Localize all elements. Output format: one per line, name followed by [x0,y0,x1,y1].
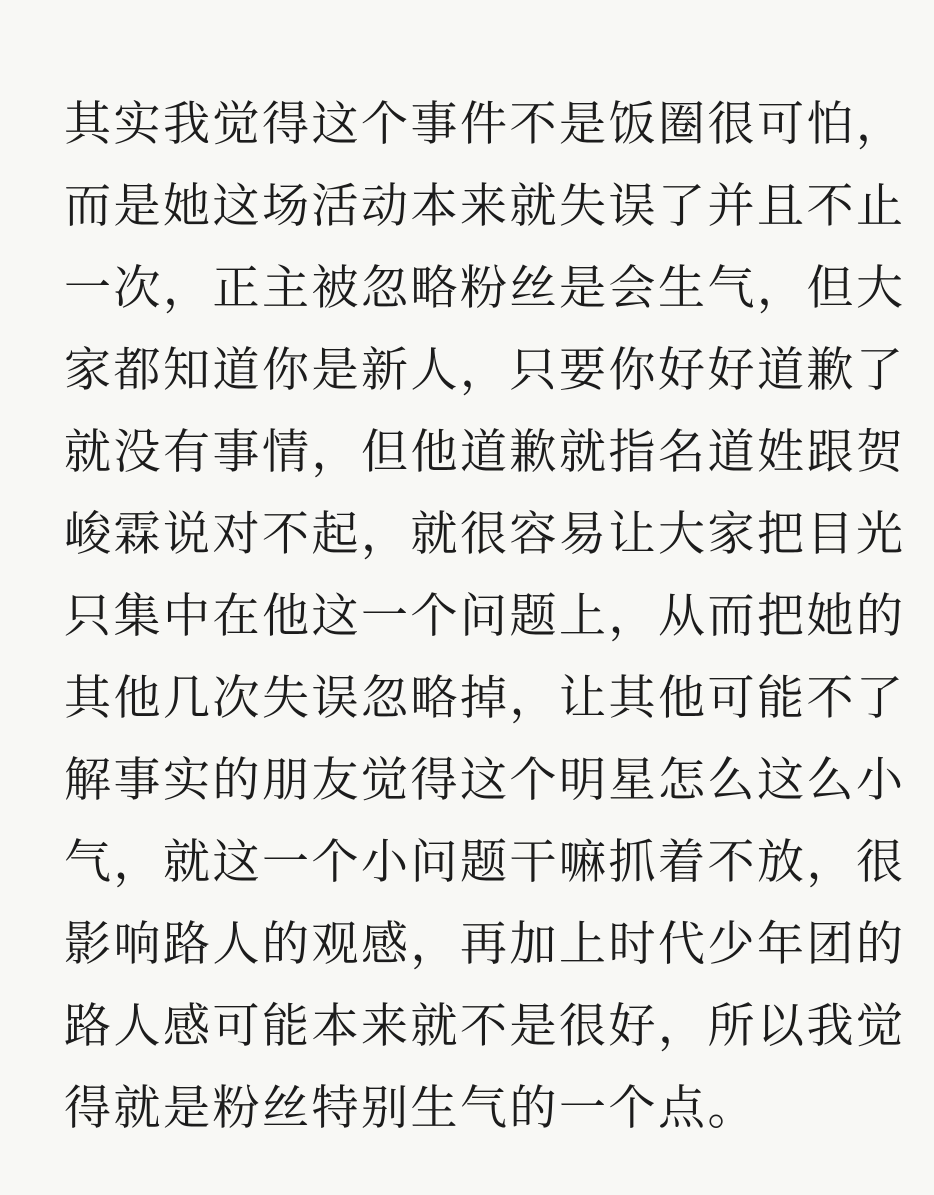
text-line-6: 峻霖说对不起，就很容易让大家把目光 [64,507,906,562]
text-line-5: 就没有事情，但他道歉就指名道姓跟贺 [64,425,906,480]
text-line-13: 得就是粉丝特别生气的一个点。 [64,1081,757,1136]
text-line-2: 而是她这场活动本来就失误了并且不止 [64,179,906,234]
text-line-7: 只集中在他这一个问题上，从而把她的 [64,589,906,644]
text-line-8: 其他几次失误忽略掉，让其他可能不了 [64,671,906,726]
paragraph [64,84,906,1150]
text-line-3: 一次，正主被忽略粉丝是会生气，但大 [64,261,906,316]
text-line-9: 解事实的朋友觉得这个明星怎么这么小 [64,753,906,808]
text-line-12: 路人感可能本来就不是很好，所以我觉 [64,999,906,1054]
text-line-1: 其实我觉得这个事件不是饭圈很可怕， [64,97,906,152]
text-line-11: 影响路人的观感，再加上时代少年团的 [64,917,906,972]
text-line-10: 气，就这一个小问题干嘛抓着不放，很 [64,835,906,890]
text-line-4: 家都知道你是新人，只要你好好道歉了 [64,343,906,398]
